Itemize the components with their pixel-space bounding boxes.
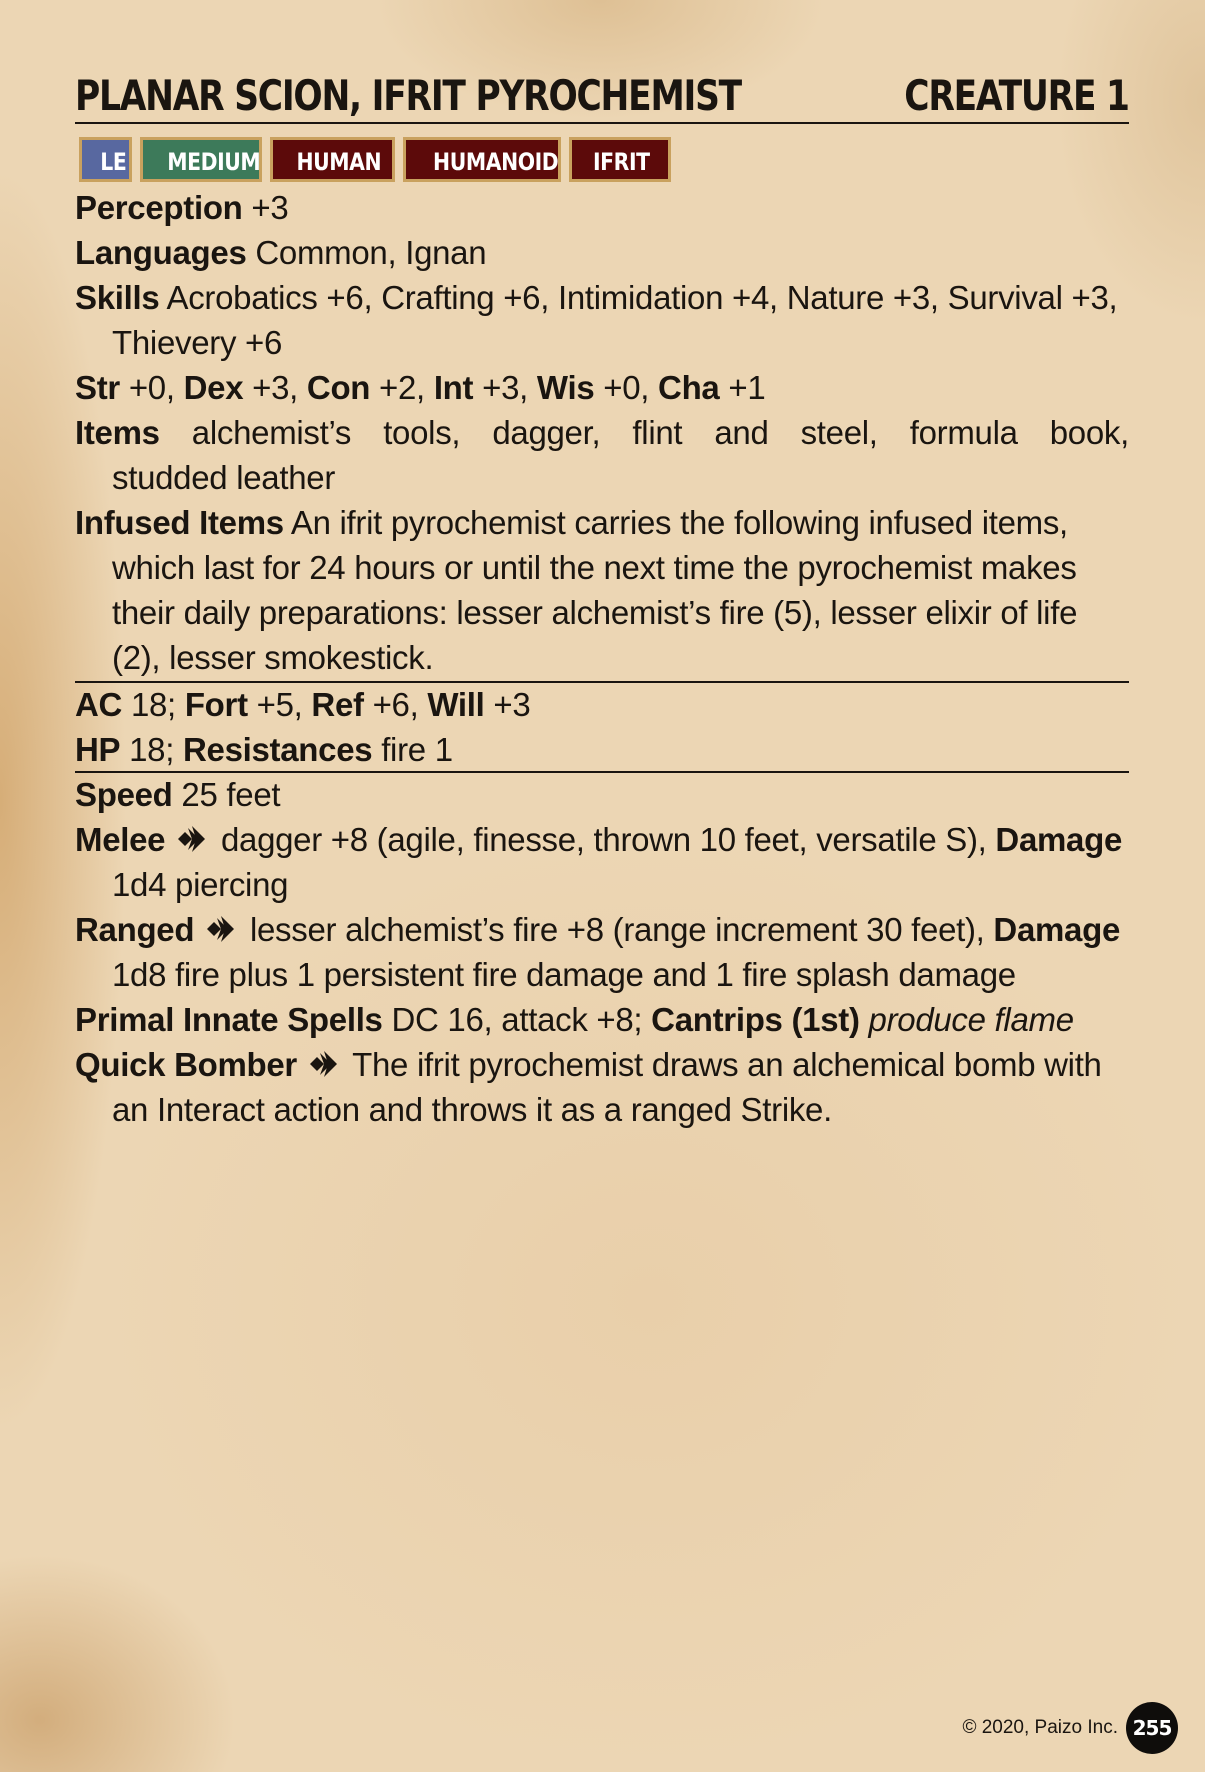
infused-items-line: Infused Items An ifrit pyrochemist carries the following infused items, xyxy=(75,504,1068,541)
trait-ifrit: IFRIT xyxy=(569,137,671,182)
infused-items-line-3: their daily preparations: lesser alchemist’s fire (5), lesser elixir of life xyxy=(112,594,1078,631)
creature-level: CREATURE 1 xyxy=(904,71,1129,120)
trait-size: MEDIUM xyxy=(140,137,262,182)
stat-block-header xyxy=(75,70,1129,124)
items-line-continued: studded leather xyxy=(112,459,336,496)
ability-scores-line: Str +0, Dex +3, Con +2, Int +3, Wis +0, Cha +1 xyxy=(75,369,766,406)
infused-items-line-2: which last for 24 hours or until the next time the pyrochemist makes xyxy=(112,549,1077,586)
melee-line: Melee dagger +8 (agile, finesse, thrown 10 feet, versatile S), Damage xyxy=(75,821,1122,858)
ranged-line: Ranged lesser alchemist’s fire +8 (range increment 30 feet), Damage xyxy=(75,911,1121,948)
trait-list xyxy=(79,137,671,182)
quick-bomber-line-continued: an Interact action and throws it as a ranged Strike. xyxy=(112,1091,832,1128)
spells-line: Primal Innate Spells DC 16, attack +8; Cantrips (1st) produce flame xyxy=(75,1001,1074,1038)
perception-line: Perception +3 xyxy=(75,189,289,226)
quick-bomber-line: Quick Bomber The ifrit pyrochemist draws an alchemical bomb with xyxy=(75,1046,1102,1083)
items-line: Items alchemist’s tools, dagger, flint and steel, formula book, xyxy=(75,414,1129,451)
page-footer xyxy=(962,1702,1178,1754)
melee-line-continued: 1d4 piercing xyxy=(112,866,289,903)
skills-line: Skills Acrobatics +6, Crafting +6, Intimidation +4, Nature +3, Survival +3, xyxy=(75,279,1118,316)
trait-human: HUMAN xyxy=(270,137,395,182)
single-action-icon xyxy=(306,1049,344,1079)
hp-line: HP 18; Resistances fire 1 xyxy=(75,731,453,768)
skills-line-continued: Thievery +6 xyxy=(112,324,283,361)
infused-items-line-4: (2), lesser smokestick. xyxy=(112,639,434,676)
speed-line: Speed 25 feet xyxy=(75,776,281,813)
copyright-notice: © 2020, Paizo Inc. xyxy=(962,1717,1118,1738)
trait-humanoid: HUMANOID xyxy=(403,137,561,182)
page-number: 255 xyxy=(1126,1702,1178,1754)
languages-line: Languages Common, Ignan xyxy=(75,234,487,271)
single-action-icon xyxy=(174,824,212,854)
ranged-line-continued: 1d8 fire plus 1 persistent fire damage and 1 fire splash damage xyxy=(112,956,1016,993)
defense-line: AC 18; Fort +5, Ref +6, Will +3 xyxy=(75,686,531,723)
creature-name: PLANAR SCION, IFRIT PYROCHEMIST xyxy=(75,71,741,120)
single-action-icon xyxy=(203,914,241,944)
trait-alignment: LE xyxy=(79,137,132,182)
